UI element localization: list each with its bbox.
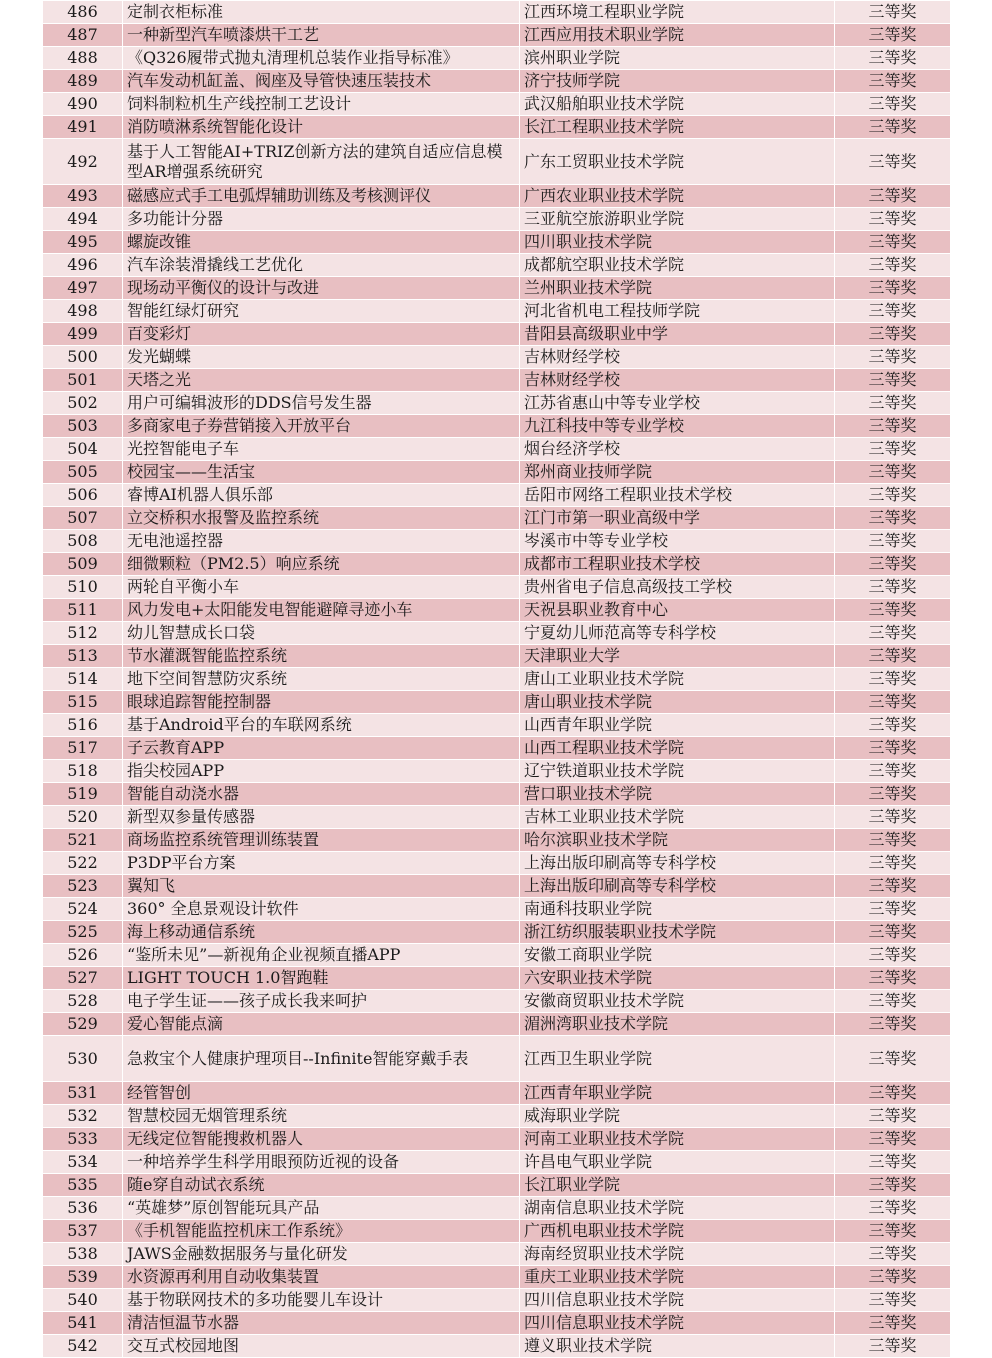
table-row [43, 208, 951, 231]
award-level: 三等奖 [835, 967, 951, 990]
table-row [43, 783, 951, 806]
table-row [43, 898, 951, 921]
school-name: 六安职业技术学院 [520, 967, 835, 990]
row-number: 530 [43, 1036, 123, 1082]
row-number: 498 [43, 300, 123, 323]
row-number: 492 [43, 139, 123, 185]
table-row [43, 1312, 951, 1335]
project-name: 天塔之光 [123, 369, 520, 392]
school-name: 济宁技师学院 [520, 70, 835, 93]
row-number: 525 [43, 921, 123, 944]
table-row [43, 484, 951, 507]
table-row [43, 24, 951, 47]
project-name: 指尖校园APP [123, 760, 520, 783]
school-name: 江西应用技术职业学院 [520, 24, 835, 47]
awards-table-body [43, 1, 951, 1358]
project-name: 发光蝴蝶 [123, 346, 520, 369]
project-name: 现场动平衡仪的设计与改进 [123, 277, 520, 300]
table-row [43, 852, 951, 875]
school-name: 上海出版印刷高等专科学校 [520, 875, 835, 898]
award-level: 三等奖 [835, 461, 951, 484]
school-name: 广西机电职业技术学院 [520, 1220, 835, 1243]
table-row [43, 369, 951, 392]
table-row [43, 829, 951, 852]
award-level: 三等奖 [835, 668, 951, 691]
project-name: 眼球追踪智能控制器 [123, 691, 520, 714]
table-row [43, 1105, 951, 1128]
row-number: 540 [43, 1289, 123, 1312]
school-name: 成都航空职业技术学院 [520, 254, 835, 277]
table-row [43, 277, 951, 300]
award-level: 三等奖 [835, 1, 951, 24]
row-number: 532 [43, 1105, 123, 1128]
row-number: 488 [43, 47, 123, 70]
award-level: 三等奖 [835, 1013, 951, 1036]
school-name: 四川职业技术学院 [520, 231, 835, 254]
table-row [43, 507, 951, 530]
row-number: 494 [43, 208, 123, 231]
project-name: 多商家电子券营销接入开放平台 [123, 415, 520, 438]
project-name: 一种新型汽车喷漆烘干工艺 [123, 24, 520, 47]
row-number: 518 [43, 760, 123, 783]
table-row [43, 1036, 951, 1082]
project-name: 智慧校园无烟管理系统 [123, 1105, 520, 1128]
project-name: 《Q326履带式抛丸清理机总装作业指导标准》 [123, 47, 520, 70]
school-name: 四川信息职业技术学院 [520, 1289, 835, 1312]
table-row [43, 530, 951, 553]
school-name: 江门市第一职业高级中学 [520, 507, 835, 530]
project-name: 汽车涂装滑撬线工艺优化 [123, 254, 520, 277]
row-number: 523 [43, 875, 123, 898]
project-name: 校园宝——生活宝 [123, 461, 520, 484]
award-level: 三等奖 [835, 392, 951, 415]
school-name: 山西青年职业学院 [520, 714, 835, 737]
award-level: 三等奖 [835, 1036, 951, 1082]
school-name: 烟台经济学校 [520, 438, 835, 461]
table-row [43, 714, 951, 737]
award-level: 三等奖 [835, 875, 951, 898]
table-row [43, 668, 951, 691]
row-number: 509 [43, 553, 123, 576]
award-level: 三等奖 [835, 921, 951, 944]
table-row [43, 1013, 951, 1036]
table-row [43, 47, 951, 70]
award-level: 三等奖 [835, 1312, 951, 1335]
school-name: 成都市工程职业技术学校 [520, 553, 835, 576]
award-level: 三等奖 [835, 1335, 951, 1358]
table-row [43, 553, 951, 576]
row-number: 500 [43, 346, 123, 369]
row-number: 493 [43, 185, 123, 208]
row-number: 534 [43, 1151, 123, 1174]
award-level: 三等奖 [835, 714, 951, 737]
row-number: 539 [43, 1266, 123, 1289]
table-row [43, 1151, 951, 1174]
school-name: 重庆工业职业技术学院 [520, 1266, 835, 1289]
row-number: 527 [43, 967, 123, 990]
school-name: 江苏省惠山中等专业学校 [520, 392, 835, 415]
row-number: 536 [43, 1197, 123, 1220]
award-level: 三等奖 [835, 1151, 951, 1174]
award-level: 三等奖 [835, 323, 951, 346]
row-number: 533 [43, 1128, 123, 1151]
row-number: 528 [43, 990, 123, 1013]
project-name: 《手机智能监控机床工作系统》 [123, 1220, 520, 1243]
project-name: 节水灌溉智能监控系统 [123, 645, 520, 668]
award-level: 三等奖 [835, 507, 951, 530]
row-number: 504 [43, 438, 123, 461]
project-name: JAWS金融数据服务与量化研发 [123, 1243, 520, 1266]
row-number: 510 [43, 576, 123, 599]
table-row [43, 760, 951, 783]
table-row [43, 1174, 951, 1197]
school-name: 岑溪市中等专业学校 [520, 530, 835, 553]
award-level: 三等奖 [835, 346, 951, 369]
table-row [43, 346, 951, 369]
award-level: 三等奖 [835, 369, 951, 392]
school-name: 河北省机电工程技师学院 [520, 300, 835, 323]
row-number: 541 [43, 1312, 123, 1335]
award-level: 三等奖 [835, 1105, 951, 1128]
row-number: 537 [43, 1220, 123, 1243]
project-name: 智能自动浇水器 [123, 783, 520, 806]
row-number: 513 [43, 645, 123, 668]
school-name: 湄洲湾职业技术学院 [520, 1013, 835, 1036]
table-row [43, 231, 951, 254]
school-name: 安徽商贸职业技术学院 [520, 990, 835, 1013]
school-name: 湖南信息职业技术学院 [520, 1197, 835, 1220]
project-name: 一种培养学生科学用眼预防近视的设备 [123, 1151, 520, 1174]
award-level: 三等奖 [835, 1220, 951, 1243]
awards-table [42, 0, 951, 1358]
table-row [43, 1266, 951, 1289]
school-name: 宁夏幼儿师范高等专科学校 [520, 622, 835, 645]
table-row [43, 1289, 951, 1312]
row-number: 487 [43, 24, 123, 47]
table-row [43, 806, 951, 829]
school-name: 三亚航空旅游职业学院 [520, 208, 835, 231]
award-level: 三等奖 [835, 944, 951, 967]
row-number: 496 [43, 254, 123, 277]
row-number: 524 [43, 898, 123, 921]
project-name: 电子学生证——孩子成长我来呵护 [123, 990, 520, 1013]
table-row [43, 691, 951, 714]
project-name: 睿博AI机器人俱乐部 [123, 484, 520, 507]
project-name: 汽车发动机缸盖、阀座及导管快速压装技术 [123, 70, 520, 93]
project-name: 百变彩灯 [123, 323, 520, 346]
school-name: 四川信息职业技术学院 [520, 1312, 835, 1335]
row-number: 520 [43, 806, 123, 829]
table-row [43, 185, 951, 208]
project-name: LIGHT TOUCH 1.0智跑鞋 [123, 967, 520, 990]
project-name: 幼儿智慧成长口袋 [123, 622, 520, 645]
table-row [43, 1128, 951, 1151]
project-name: 翼知飞 [123, 875, 520, 898]
award-level: 三等奖 [835, 231, 951, 254]
award-level: 三等奖 [835, 208, 951, 231]
table-row [43, 1220, 951, 1243]
award-level: 三等奖 [835, 484, 951, 507]
award-level: 三等奖 [835, 898, 951, 921]
school-name: 九江科技中等专业学校 [520, 415, 835, 438]
project-name: 子云教育APP [123, 737, 520, 760]
award-level: 三等奖 [835, 530, 951, 553]
award-level: 三等奖 [835, 93, 951, 116]
school-name: 上海出版印刷高等专科学校 [520, 852, 835, 875]
project-name: 无电池遥控器 [123, 530, 520, 553]
school-name: 广东工贸职业技术学院 [520, 139, 835, 185]
award-level: 三等奖 [835, 24, 951, 47]
project-name: 商场监控系统管理训练装置 [123, 829, 520, 852]
school-name: 昔阳县高级职业中学 [520, 323, 835, 346]
row-number: 502 [43, 392, 123, 415]
row-number: 519 [43, 783, 123, 806]
project-name: 两轮自平衡小车 [123, 576, 520, 599]
award-level: 三等奖 [835, 576, 951, 599]
award-level: 三等奖 [835, 645, 951, 668]
row-number: 495 [43, 231, 123, 254]
school-name: 贵州省电子信息高级技工学校 [520, 576, 835, 599]
table-row [43, 737, 951, 760]
award-level: 三等奖 [835, 254, 951, 277]
table-row [43, 392, 951, 415]
school-name: 江西青年职业学院 [520, 1082, 835, 1105]
award-level: 三等奖 [835, 691, 951, 714]
award-level: 三等奖 [835, 1243, 951, 1266]
project-name: 基于Android平台的车联网系统 [123, 714, 520, 737]
school-name: 辽宁铁道职业技术学院 [520, 760, 835, 783]
school-name: 南通科技职业学院 [520, 898, 835, 921]
award-level: 三等奖 [835, 116, 951, 139]
school-name: 吉林财经学校 [520, 346, 835, 369]
table-row [43, 990, 951, 1013]
row-number: 542 [43, 1335, 123, 1358]
row-number: 535 [43, 1174, 123, 1197]
project-name: 水资源再利用自动收集装置 [123, 1266, 520, 1289]
project-name: 360° 全息景观设计软件 [123, 898, 520, 921]
project-name: 智能红绿灯研究 [123, 300, 520, 323]
row-number: 511 [43, 599, 123, 622]
school-name: 河南工业职业技术学院 [520, 1128, 835, 1151]
row-number: 490 [43, 93, 123, 116]
school-name: 威海职业学院 [520, 1105, 835, 1128]
row-number: 491 [43, 116, 123, 139]
award-level: 三等奖 [835, 1174, 951, 1197]
row-number: 529 [43, 1013, 123, 1036]
award-level: 三等奖 [835, 1082, 951, 1105]
table-row [43, 622, 951, 645]
table-row [43, 967, 951, 990]
school-name: 唐山工业职业技术学院 [520, 668, 835, 691]
row-number: 515 [43, 691, 123, 714]
project-name: 多功能计分器 [123, 208, 520, 231]
award-level: 三等奖 [835, 990, 951, 1013]
row-number: 501 [43, 369, 123, 392]
school-name: 天祝县职业教育中心 [520, 599, 835, 622]
award-level: 三等奖 [835, 1197, 951, 1220]
row-number: 516 [43, 714, 123, 737]
school-name: 天津职业大学 [520, 645, 835, 668]
project-name: 立交桥积水报警及监控系统 [123, 507, 520, 530]
project-name: 定制衣柜标准 [123, 1, 520, 24]
school-name: 吉林财经学校 [520, 369, 835, 392]
row-number: 531 [43, 1082, 123, 1105]
project-name: 螺旋改锥 [123, 231, 520, 254]
award-level: 三等奖 [835, 438, 951, 461]
project-name: 饲料制粒机生产线控制工艺设计 [123, 93, 520, 116]
table-row [43, 254, 951, 277]
project-name: 消防喷淋系统智能化设计 [123, 116, 520, 139]
table-row [43, 461, 951, 484]
award-level: 三等奖 [835, 1289, 951, 1312]
table-row [43, 921, 951, 944]
row-number: 507 [43, 507, 123, 530]
school-name: 浙江纺织服装职业技术学院 [520, 921, 835, 944]
row-number: 486 [43, 1, 123, 24]
school-name: 江西卫生职业学院 [520, 1036, 835, 1082]
school-name: 山西工程职业技术学院 [520, 737, 835, 760]
project-name: “英雄梦”原创智能玩具产品 [123, 1197, 520, 1220]
project-name: 基于人工智能AI+TRIZ创新方法的建筑自适应信息模型AR增强系统研究 [123, 139, 520, 185]
row-number: 517 [43, 737, 123, 760]
award-level: 三等奖 [835, 622, 951, 645]
award-level: 三等奖 [835, 829, 951, 852]
project-name: 随e穿自动试衣系统 [123, 1174, 520, 1197]
project-name: 海上移动通信系统 [123, 921, 520, 944]
award-level: 三等奖 [835, 415, 951, 438]
table-row [43, 1243, 951, 1266]
table-row [43, 139, 951, 185]
table-row [43, 875, 951, 898]
table-row [43, 645, 951, 668]
award-level: 三等奖 [835, 852, 951, 875]
table-row [43, 599, 951, 622]
award-level: 三等奖 [835, 185, 951, 208]
project-name: 爱心智能点滴 [123, 1013, 520, 1036]
award-level: 三等奖 [835, 277, 951, 300]
school-name: 唐山职业技术学院 [520, 691, 835, 714]
project-name: 新型双参量传感器 [123, 806, 520, 829]
project-name: 交互式校园地图 [123, 1335, 520, 1358]
award-level: 三等奖 [835, 806, 951, 829]
row-number: 489 [43, 70, 123, 93]
school-name: 安徽工商职业学院 [520, 944, 835, 967]
project-name: 用户可编辑波形的DDS信号发生器 [123, 392, 520, 415]
award-level: 三等奖 [835, 47, 951, 70]
row-number: 505 [43, 461, 123, 484]
project-name: P3DP平台方案 [123, 852, 520, 875]
award-level: 三等奖 [835, 139, 951, 185]
award-level: 三等奖 [835, 70, 951, 93]
school-name: 海南经贸职业技术学院 [520, 1243, 835, 1266]
project-name: 地下空间智慧防灾系统 [123, 668, 520, 691]
school-name: 兰州职业技术学院 [520, 277, 835, 300]
table-row [43, 1197, 951, 1220]
table-row [43, 1, 951, 24]
row-number: 521 [43, 829, 123, 852]
table-row [43, 438, 951, 461]
award-level: 三等奖 [835, 599, 951, 622]
project-name: 基于物联网技术的多功能婴儿车设计 [123, 1289, 520, 1312]
school-name: 吉林工业职业技术学院 [520, 806, 835, 829]
school-name: 武汉船舶职业技术学院 [520, 93, 835, 116]
row-number: 522 [43, 852, 123, 875]
table-row [43, 1082, 951, 1105]
award-level: 三等奖 [835, 760, 951, 783]
table-row [43, 300, 951, 323]
school-name: 遵义职业技术学院 [520, 1335, 835, 1358]
table-row [43, 1335, 951, 1358]
table-row [43, 323, 951, 346]
project-name: 清洁恒温节水器 [123, 1312, 520, 1335]
award-level: 三等奖 [835, 737, 951, 760]
project-name: “鉴所未见”—新视角企业视频直播APP [123, 944, 520, 967]
row-number: 499 [43, 323, 123, 346]
table-row [43, 70, 951, 93]
school-name: 长江职业学院 [520, 1174, 835, 1197]
table-row [43, 415, 951, 438]
award-level: 三等奖 [835, 783, 951, 806]
project-name: 经管智创 [123, 1082, 520, 1105]
school-name: 营口职业技术学院 [520, 783, 835, 806]
row-number: 514 [43, 668, 123, 691]
table-row [43, 576, 951, 599]
school-name: 广西农业职业技术学院 [520, 185, 835, 208]
table-row [43, 116, 951, 139]
school-name: 哈尔滨职业技术学院 [520, 829, 835, 852]
row-number: 506 [43, 484, 123, 507]
project-name: 磁感应式手工电弧焊辅助训练及考核测评仪 [123, 185, 520, 208]
project-name: 光控智能电子车 [123, 438, 520, 461]
school-name: 滨州职业学院 [520, 47, 835, 70]
award-level: 三等奖 [835, 553, 951, 576]
row-number: 512 [43, 622, 123, 645]
row-number: 497 [43, 277, 123, 300]
row-number: 503 [43, 415, 123, 438]
project-name: 风力发电+太阳能发电智能避障寻迹小车 [123, 599, 520, 622]
row-number: 526 [43, 944, 123, 967]
school-name: 许昌电气职业学院 [520, 1151, 835, 1174]
school-name: 岳阳市网络工程职业技术学校 [520, 484, 835, 507]
award-level: 三等奖 [835, 1266, 951, 1289]
row-number: 508 [43, 530, 123, 553]
award-level: 三等奖 [835, 1128, 951, 1151]
project-name: 无线定位智能搜救机器人 [123, 1128, 520, 1151]
table-row [43, 93, 951, 116]
school-name: 江西环境工程职业学院 [520, 1, 835, 24]
table-row [43, 944, 951, 967]
project-name: 急救宝个人健康护理项目--Infinite智能穿戴手表 [123, 1036, 520, 1082]
school-name: 长江工程职业技术学院 [520, 116, 835, 139]
row-number: 538 [43, 1243, 123, 1266]
school-name: 郑州商业技师学院 [520, 461, 835, 484]
award-level: 三等奖 [835, 300, 951, 323]
project-name: 细微颗粒（PM2.5）响应系统 [123, 553, 520, 576]
